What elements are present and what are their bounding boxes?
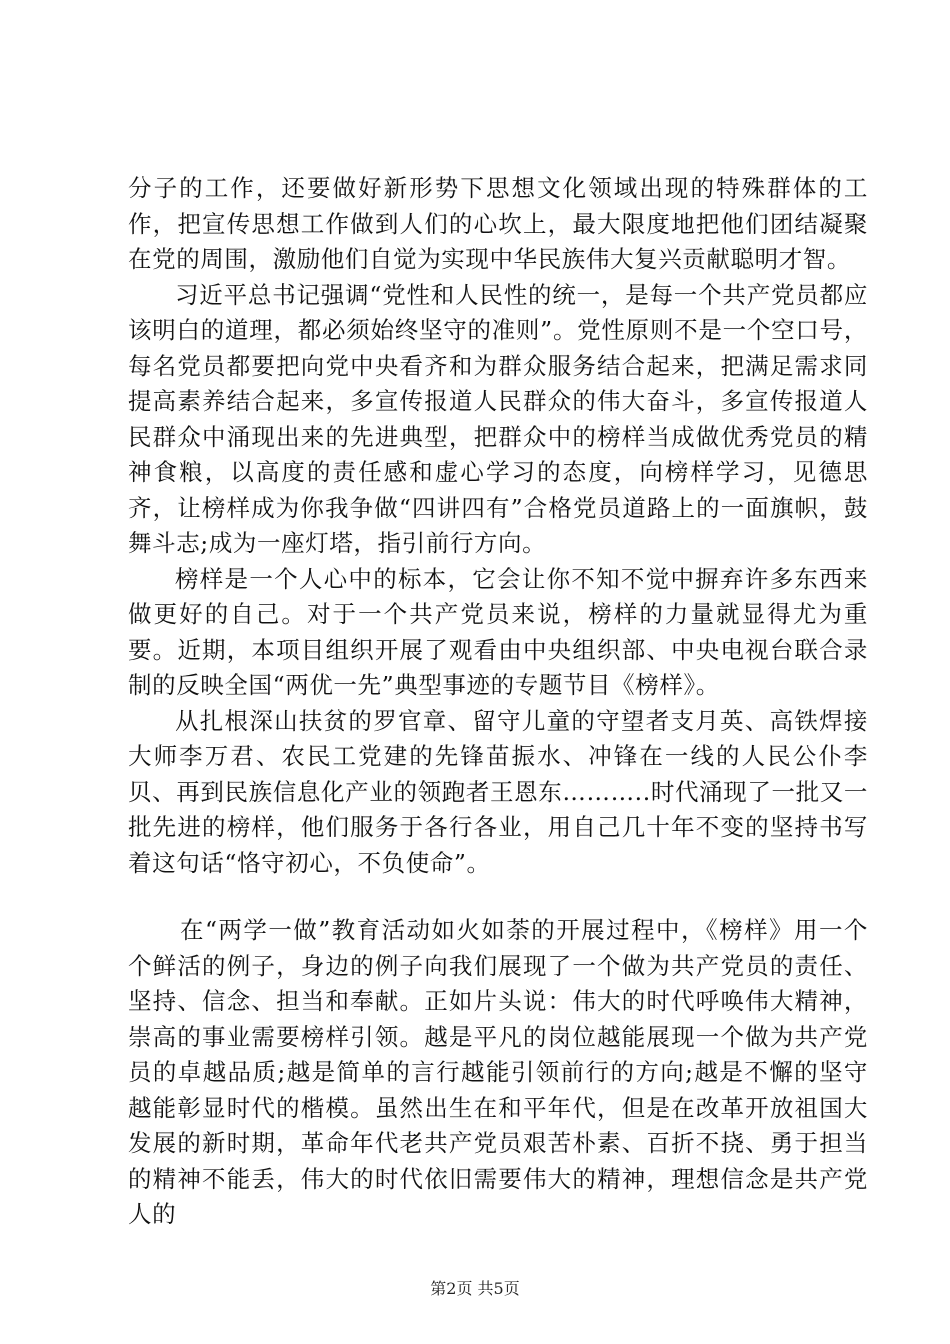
paragraph-gap bbox=[128, 881, 868, 913]
paragraph-role-model: 榜样是一个人心中的标本，它会让你不知不觉中摒弃许多东西来做更好的自己。对于一个共产党员来说，榜样的力量就显得尤为重要。近期，本项目组织开展了观看由中央组织部、中央电视台联合录制的反映全国“两优一先”典型事迹的专题节目《榜样》。 bbox=[128, 564, 868, 699]
paragraph-continuation: 分子的工作，还要做好新形势下思想文化领域出现的特殊群体的工作，把宣传思想工作做到人们的心坎上，最大限度地把他们团结凝聚在党的周围，激励他们自觉为实现中华民族伟大复兴贡献聪明才智。 bbox=[128, 174, 868, 273]
document-body bbox=[128, 171, 868, 1233]
page-footer: 第2页 共5页 bbox=[430, 1279, 520, 1298]
paragraph-two-studies: 在“两学一做”教育活动如火如荼的开展过程中，《榜样》用一个个鲜活的例子，身边的例子向我们展现了一个做为共产党员的责任、坚持、信念、担当和奉献。正如片头说：伟大的时代呼唤伟大精神，崇高的事业需要榜样引领。越是平凡的岗位越能展现一个做为共产党员的卓越品质;越是简单的言行越能引领前行的方向;越是不懈的坚守越能彰显时代的楷模。虽然出生在和平年代，但是在改革开放祖国大发展的新时期，革命年代老共产党员艰苦朴素、百折不挠、勇于担当的精神不能丢，伟大的时代依旧需要伟大的精神，理想信念是共产党人的 bbox=[128, 916, 868, 1228]
paragraph-party-spirit: 习近平总书记强调“党性和人民性的统一，是每一个共产党员都应该明白的道理，都必须始终坚守的准则”。党性原则不是一个空口号，每名党员都要把向党中央看齐和为群众服务结合起来，把满足需求同提高素养结合起来，多宣传报道人民群众的伟大奋斗，多宣传报道人民群众中涌现出来的先进典型，把群众中的榜样当成做优秀党员的精神食粮，以高度的责任感和虚心学习的态度，向榜样学习，见德思齐，让榜样成为你我争做“四讲四有”合格党员道路上的一面旗帜，鼓舞斗志;成为一座灯塔，指引前行方向。 bbox=[128, 280, 868, 557]
paragraph-examples: 从扎根深山扶贫的罗官章、留守儿童的守望者支月英、高铁焊接大师李万君、农民工党建的先锋苗振水、冲锋在一线的人民公仆李贝、再到民族信息化产业的领跑者王恩东………..时代涌现了一批又一批先进的榜样，他们服务于各行各业，用自己几十年不变的坚持书写着这句话“恪守初心，不负使命”。 bbox=[128, 706, 868, 877]
